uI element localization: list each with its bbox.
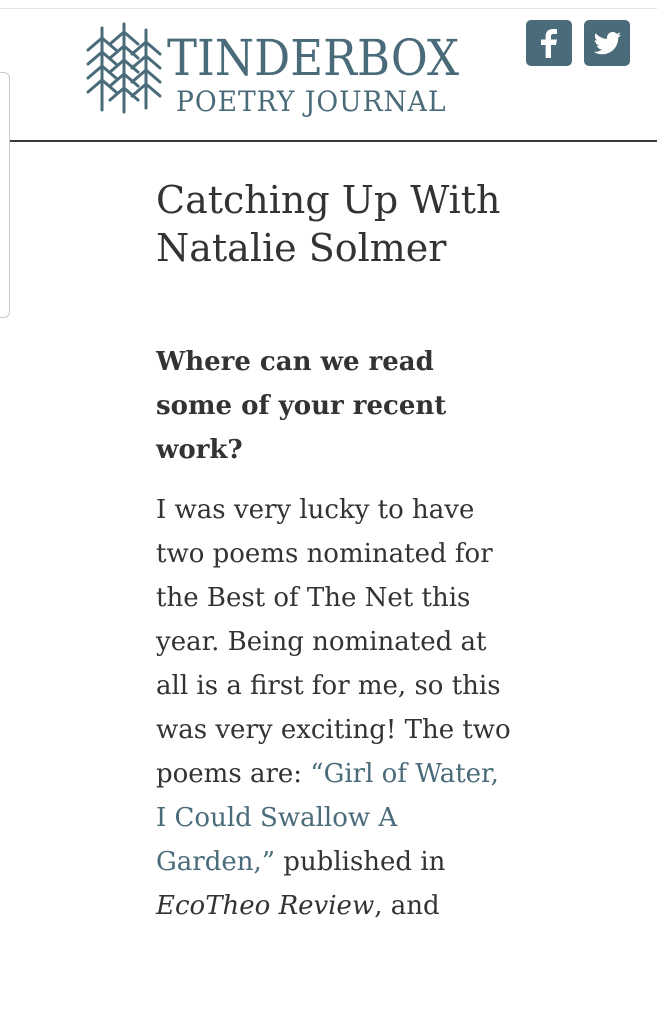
answer-text-continued: published in <box>275 847 446 877</box>
site-header <box>0 0 657 142</box>
journal-name: EcoTheo Review <box>156 891 375 921</box>
facebook-icon <box>526 20 572 66</box>
facebook-button[interactable] <box>526 20 572 66</box>
tree-logo-icon <box>82 20 162 120</box>
logo-subtitle: POETRY JOURNAL <box>176 85 447 118</box>
answer-text-end: , and <box>374 891 440 921</box>
header-divider <box>0 140 657 142</box>
twitter-icon <box>584 20 630 66</box>
answer-text: I was very lucky to have two poems nominated for the Best of The Net this year. Being nominated at all is a first for me, so this was very exciting! The two poems are: <box>156 495 511 789</box>
interview-question: Where can we read some of your recent work? <box>156 347 447 465</box>
interview-answer <box>156 488 516 928</box>
article-title: Catching Up With Natalie Solmer <box>156 178 501 270</box>
side-panel-handle[interactable] <box>0 72 10 318</box>
article <box>156 176 516 928</box>
twitter-button[interactable] <box>584 20 630 66</box>
logo-title: TINDERBOX <box>167 29 460 87</box>
poem-link[interactable]: “Girl of Water, I Could Swallow A Garden,” <box>156 759 499 877</box>
site-logo[interactable] <box>82 20 482 125</box>
